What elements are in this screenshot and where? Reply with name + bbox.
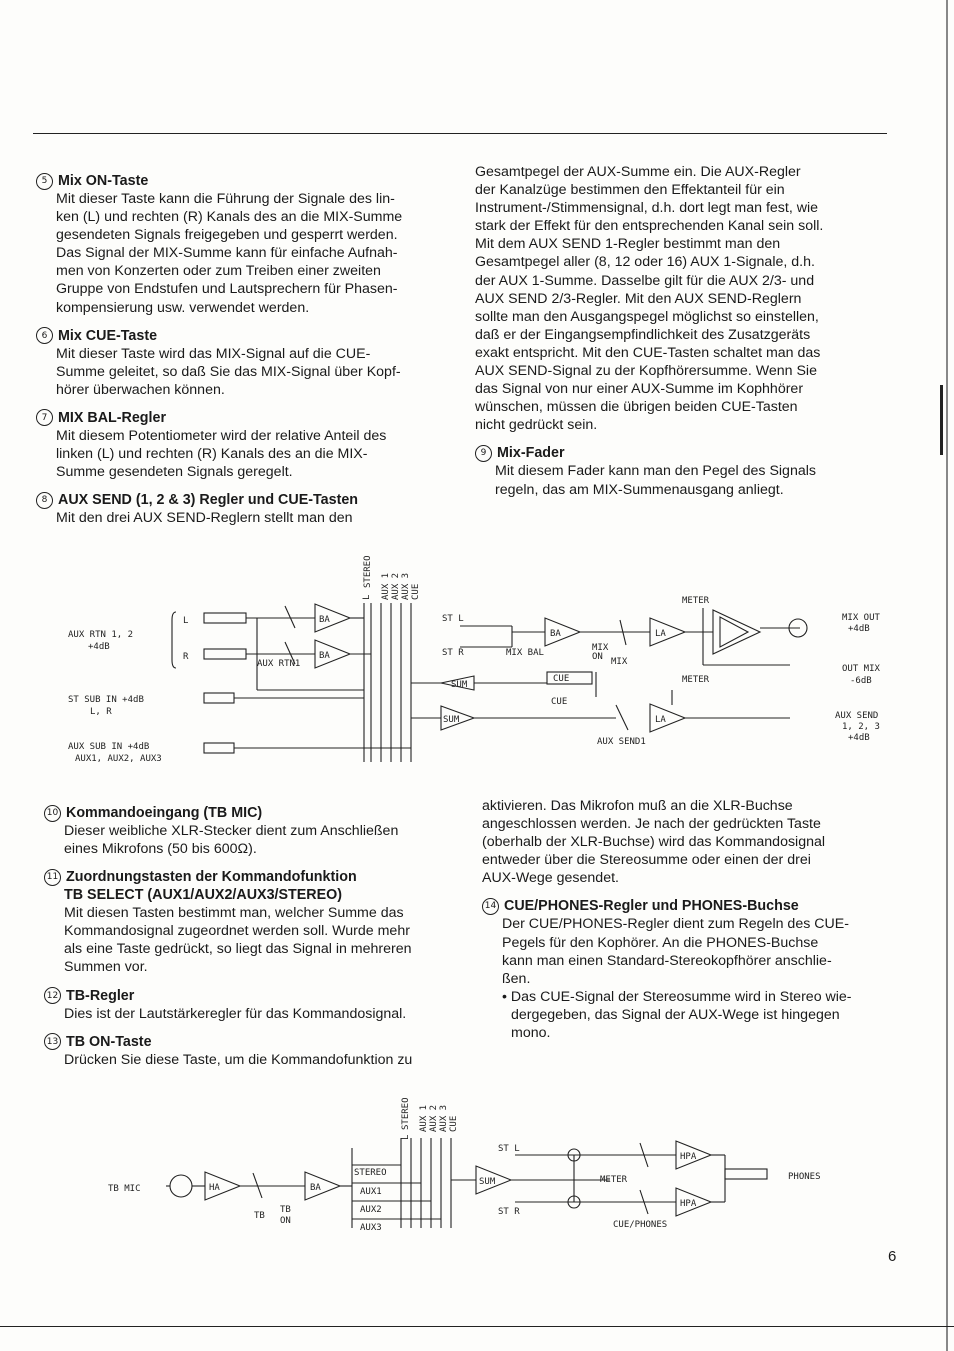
section	[475, 163, 895, 434]
section-number: 10	[44, 805, 61, 822]
section-heading	[36, 409, 456, 427]
section-title: Mix CUE-Taste	[58, 327, 158, 344]
text-line: Gesamtpegel der AUX-Summe ein. Die AUX-Regler	[475, 164, 801, 180]
meter-label-2: METER	[682, 675, 710, 685]
text-line: aktivieren. Das Mikrofon muß an die XLR-Buchse	[482, 798, 793, 814]
text-line: stark der Effekt für den entsprechenden Kanal sein soll.	[475, 218, 824, 235]
section-number: 9	[475, 445, 492, 462]
text-line: daß er der Eingangsempfindlichkeit des Zusatzgeräts	[475, 326, 811, 343]
section-number: 11	[44, 869, 61, 886]
st-r-label-2: ST R	[498, 1207, 520, 1217]
section-body	[482, 797, 902, 887]
section-body	[44, 822, 464, 858]
text-line: Mit diesen Tasten bestimmt man, welcher Summe das	[64, 905, 404, 922]
section	[482, 797, 902, 887]
text-line: regeln, das am MIX-Summenausgang anliegt.	[495, 481, 784, 498]
section-title-line2: TB SELECT (AUX1/AUX2/AUX3/STEREO)	[64, 887, 343, 904]
section	[482, 897, 902, 1042]
text-line: Instrument-/Stimmensignal, d.h. dort legt man fest, wie	[475, 200, 819, 217]
bus2-label-l: L	[401, 1134, 411, 1140]
hpa-label-1: HPA	[680, 1152, 697, 1162]
section	[36, 172, 456, 317]
section-body	[44, 1051, 464, 1069]
bus-label-aux1: AUX 1	[381, 572, 391, 600]
section-body	[36, 427, 456, 481]
column-bottom-left	[44, 804, 464, 1079]
text-line: Drücken Sie diese Taste, um die Kommandofunktion zu	[64, 1051, 413, 1068]
tb-mic-label: TB MIC	[108, 1184, 141, 1194]
bus-label-cue: CUE	[411, 583, 421, 600]
bullet-line: • Das CUE-Signal der Stereosumme wird in Stereo wie-	[502, 988, 852, 1005]
mix-on-label-1: MIX	[592, 643, 609, 653]
bus2-label-stereo: STEREO	[401, 1097, 411, 1130]
text-line: kompensierung usw. verwendet werden.	[56, 299, 310, 316]
aux-rtn-level: +4dB	[88, 642, 110, 652]
section-title: Mix-Fader	[497, 445, 565, 462]
text-line: eines Mikrofons (50 bis 600Ω).	[64, 841, 257, 858]
aux-sub-in-label: AUX SUB IN +4dB	[68, 742, 150, 752]
text-line: angeschlossen werden. Je nach der gedrückten Taste	[482, 816, 821, 833]
text-line: Das Signal der MIX-Summe kann für einfache Aufnah-	[56, 245, 398, 262]
text-line: Summen vor.	[64, 959, 148, 976]
section-body	[36, 509, 456, 527]
st-sub-in-label: ST SUB IN +4dB	[68, 695, 144, 705]
section-number: 5	[36, 173, 53, 190]
section	[44, 868, 464, 976]
la-label-1: LA	[655, 629, 666, 639]
ba-label-1: BA	[319, 615, 330, 625]
aux-send-level: +4dB	[848, 733, 870, 743]
ba-label-2: BA	[319, 651, 330, 661]
margin-mark	[940, 385, 943, 455]
section	[36, 491, 456, 527]
bus2-label-aux2: AUX 2	[429, 1104, 439, 1132]
text-line: (oberhalb der XLR-Buchse) wird das Kommandosignal	[482, 834, 826, 851]
text-line: Mit dieser Taste wird das MIX-Signal auf die CUE-	[56, 345, 371, 362]
tb-on-label-2: ON	[280, 1216, 291, 1226]
hpa-label-2: HPA	[680, 1199, 697, 1209]
text-line: ßen.	[502, 970, 531, 987]
ba-label-4: BA	[310, 1183, 321, 1193]
section-heading	[36, 172, 456, 190]
column-top-right	[475, 163, 895, 509]
signal-diagram-mix	[0, 540, 954, 785]
aux-send-label: AUX SEND	[835, 711, 879, 721]
section-heading	[36, 327, 456, 345]
sum-label-3: SUM	[479, 1177, 496, 1187]
text-line: Summe gesendeten Signals geregelt.	[56, 464, 293, 481]
text-line: Der CUE/PHONES-Regler dient zum Regeln des CUE-	[502, 916, 849, 933]
mix-out-label: MIX OUT	[842, 613, 880, 623]
out-mix-label: OUT MIX	[842, 664, 880, 674]
section-title: AUX SEND (1, 2 & 3) Regler und CUE-Tasten	[58, 492, 359, 509]
bus-label-aux2: AUX 2	[391, 572, 401, 600]
text-line: sollte man den Ausgangspegel möglichst so einstellen,	[475, 308, 819, 325]
text-line: Mit diesem Fader kann man den Pegel des Signals	[495, 463, 816, 480]
section-title: Mix ON-Taste	[58, 173, 149, 189]
section-heading	[44, 987, 464, 1005]
section-heading	[475, 444, 895, 462]
bus-label-stereo: STEREO	[363, 555, 373, 588]
section-number: 13	[44, 1033, 61, 1050]
text-line: linken (L) und rechten (R) Kanals des an die MIX-	[56, 446, 368, 463]
aux-send-nums: 1, 2, 3	[842, 722, 880, 732]
sum-label-1: SUM	[451, 680, 468, 690]
column-top-left	[36, 172, 456, 537]
bus2-label-aux3: AUX 3	[439, 1104, 449, 1132]
section-number: 8	[36, 492, 53, 509]
aux-sub-list-label: AUX1, AUX2, AUX3	[75, 754, 162, 764]
section	[44, 804, 464, 858]
text-line: Mit den drei AUX SEND-Reglern stellt man den	[56, 510, 353, 527]
mix-bal-label: MIX BAL	[506, 648, 544, 658]
aux-rtn1-label: AUX RTN1	[257, 659, 301, 669]
text-line: der Kanalzüge bestimmen den Effektanteil für ein	[475, 182, 785, 199]
bus-label-l: L	[362, 594, 372, 600]
sel-stereo: STEREO	[354, 1168, 387, 1178]
sel-aux1: AUX1	[360, 1187, 382, 1197]
section-title: MIX BAL-Regler	[58, 409, 167, 426]
text-line: kann man einen Standard-Stereokopfhörer anschlie-	[502, 952, 832, 969]
mix-out-level: +4dB	[848, 624, 870, 634]
text-line: Mit dieser Taste kann die Führung der Signale des lin-	[56, 191, 395, 207]
section	[36, 409, 456, 481]
sel-aux2: AUX2	[360, 1205, 382, 1215]
ch-r-label: R	[183, 652, 189, 662]
cue-label-1: CUE	[553, 674, 570, 684]
section-number: 14	[482, 898, 499, 915]
top-rule	[33, 133, 887, 134]
section-title: TB-Regler	[66, 987, 135, 1004]
text-line: AUX SEND 2/3-Regler. Mit den AUX SEND-Reglern	[475, 290, 802, 307]
section-title: CUE/PHONES-Regler und PHONES-Buchse	[504, 898, 799, 915]
section-body	[36, 345, 456, 399]
text-line: hörer überwachen können.	[56, 381, 225, 398]
text-line: Dieser weibliche XLR-Stecker dient zum Anschließen	[64, 823, 399, 839]
phones-label: PHONES	[788, 1172, 821, 1182]
section-body	[36, 190, 456, 317]
tb-on-label-1: TB	[280, 1205, 291, 1215]
section	[36, 327, 456, 399]
text-line: Kommandosignal zugeordnet werden soll. Wurde mehr	[64, 923, 410, 940]
sel-aux3: AUX3	[360, 1223, 382, 1233]
text-line: der AUX 1-Summe. Dasselbe gilt für die AUX 2/3- und	[475, 272, 815, 289]
text-line: Dies ist der Lautstärkeregler für das Kommandosignal.	[64, 1005, 407, 1022]
text-line: AUX SEND-Signal zu der Kopfhörersumme. Wenn Sie	[475, 363, 817, 380]
aux-rtn-label: AUX RTN 1, 2	[68, 630, 134, 640]
bottom-rule	[0, 1326, 954, 1327]
section-title: Zuordnungstasten der Kommandofunktion	[66, 869, 357, 886]
section-heading	[36, 491, 456, 509]
text-line: als eine Taste gedrückt, so liegt das Signal in mehreren	[64, 941, 412, 958]
ha-label: HA	[209, 1183, 220, 1193]
mix-label: MIX	[611, 657, 628, 667]
la-label-2: LA	[655, 715, 666, 725]
section	[44, 987, 464, 1023]
text-line: wünschen, müssen die übrigen beiden CUE-Tasten	[475, 399, 798, 416]
text-line: exakt entspricht. Mit den CUE-Tasten schaltet man das	[475, 344, 821, 361]
bullet-line: mono.	[511, 1025, 551, 1042]
section-heading	[44, 868, 464, 886]
sum-label-2: SUM	[443, 715, 460, 725]
section-body	[475, 163, 895, 434]
ch-l-label: L	[183, 616, 189, 626]
text-line: Gesamtpegel aller (8, 12 oder 16) AUX 1-Signale, d.h.	[475, 254, 815, 271]
section-title: TB ON-Taste	[66, 1033, 152, 1050]
text-line: gesendeten Signals freigegeben und gesperrt werden.	[56, 227, 398, 244]
bullet-line: dergegeben, das Signal der AUX-Wege ist hingegen	[511, 1006, 840, 1023]
section-title: Kommandoeingang (TB MIC)	[66, 805, 263, 821]
text-line: ken (L) und rechten (R) Kanals des an die MIX-Summe	[56, 209, 403, 226]
text-line: Gruppe von Endstufen und Lautsprechern für Phasen-	[56, 281, 398, 298]
text-line: nicht gedrückt sein.	[475, 417, 598, 434]
ba-label-3: BA	[550, 629, 561, 639]
text-line: das Signal von nur einer AUX-Summe im Kophhörer	[475, 381, 804, 398]
section	[475, 444, 895, 498]
page-number: 6	[888, 1248, 897, 1265]
section-heading	[44, 804, 464, 822]
cue-phones-label: CUE/PHONES	[613, 1220, 668, 1230]
text-line: Pegels für den Kophörer. An die PHONES-Buchse	[502, 934, 819, 951]
text-line: AUX-Wege gesendet.	[482, 870, 619, 887]
section-number: 12	[44, 987, 61, 1004]
section-number: 6	[36, 327, 53, 344]
section-body	[44, 904, 464, 976]
section-body	[44, 1005, 464, 1023]
st-l-label-2: ST L	[498, 1144, 520, 1154]
section-heading	[482, 897, 902, 915]
aux-send1-label: AUX SEND1	[597, 737, 646, 747]
text-line: Summe geleitet, so daß Sie das MIX-Signal über Kopf-	[56, 363, 401, 380]
out-mix-level: -6dB	[850, 676, 872, 686]
st-sub-lr-label: L, R	[90, 707, 112, 717]
st-r-label: ST R	[442, 648, 464, 658]
tb-label: TB	[254, 1211, 265, 1221]
text-line: Mit dem AUX SEND 1-Regler bestimmt man den	[475, 236, 781, 253]
meter-label-1: METER	[682, 596, 710, 606]
cue-label-2: CUE	[551, 697, 568, 707]
mix-on-label-2: ON	[592, 652, 603, 662]
text-line: Mit diesem Potentiometer wird der relative Anteil des	[56, 427, 387, 444]
bus2-label-aux1: AUX 1	[419, 1104, 429, 1132]
bus-label-aux3: AUX 3	[401, 572, 411, 600]
section-number: 7	[36, 409, 53, 426]
section-body	[482, 915, 902, 1042]
section-heading	[44, 1033, 464, 1051]
st-l-label: ST L	[442, 614, 464, 624]
section-body	[475, 462, 895, 498]
section	[44, 1033, 464, 1069]
bus2-label-cue: CUE	[449, 1115, 459, 1132]
meter-label-3: METER	[600, 1175, 628, 1185]
signal-diagram-talkback	[0, 1075, 954, 1235]
text-line: men von Konzerten oder zum Treiben einer zweiten	[56, 263, 381, 280]
text-line: entweder über die Stereosumme oder einen der drei	[482, 852, 811, 869]
column-bottom-right	[482, 797, 902, 1052]
